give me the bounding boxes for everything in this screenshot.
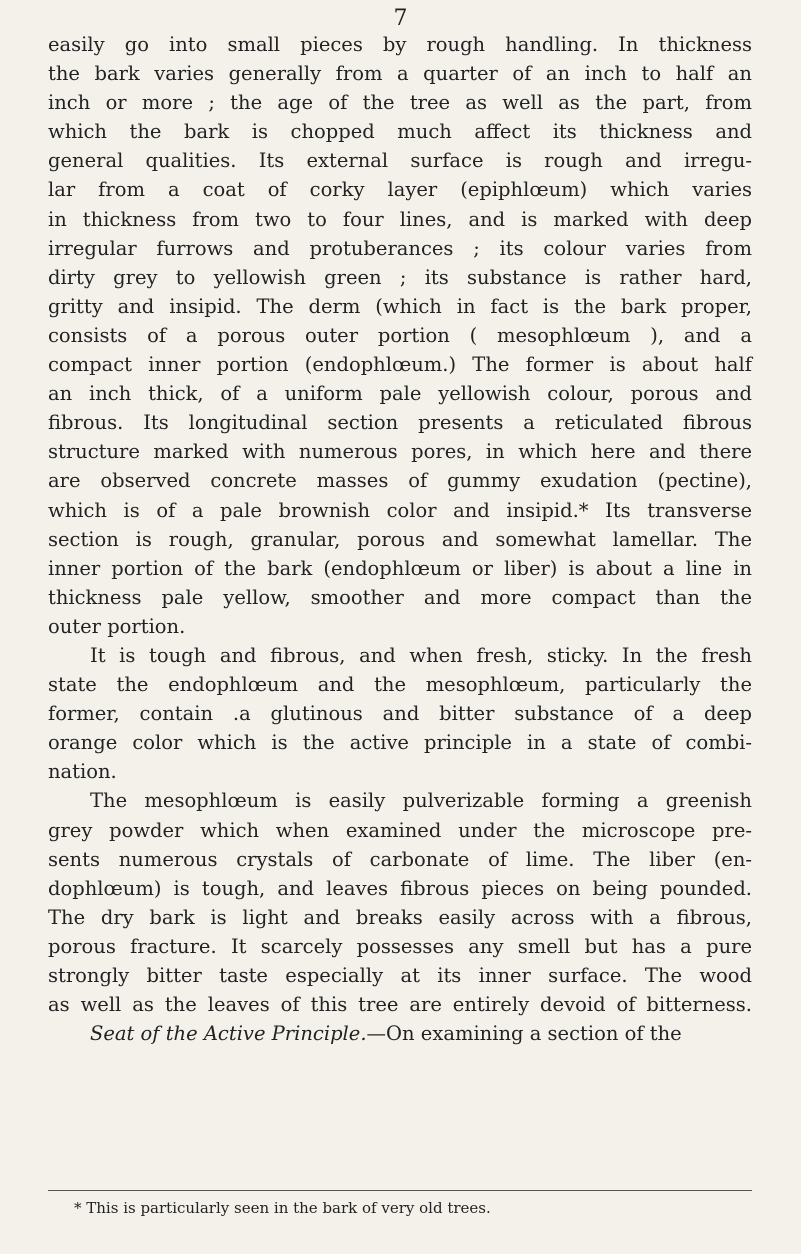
text-line: state the endophlœum and the mesophlœum, particularly the [48,673,752,697]
text-line: orange color which is the active principle in a state of combi- [48,731,752,755]
section-heading: Seat of the Active Principle. [90,1022,367,1046]
text-line: dirty grey to yellowish green ; its substance is rather hard, [48,265,752,289]
text-line: The dry bark is light and breaks easily across with a fibrous, [48,905,752,929]
text-line: sents numerous crystals of carbonate of lime. The liber (en- [48,847,752,871]
text-line: which is of a pale brownish color and insipid.* Its transverse [48,498,752,522]
footnote: * This is particularly seen in the bark of very old trees. [74,1199,491,1217]
text-line: thickness pale yellow, smoother and more compact than the [48,585,752,609]
text-line: the bark varies generally from a quarter of an inch to half an [48,62,752,86]
section-heading-continuation: —On examining a section of the [366,1022,682,1046]
text-line: gritty and insipid. The derm (which in fact is the bark proper, [48,294,752,318]
text-line: outer portion. [48,614,186,638]
body-text [48,30,752,1048]
text-line: inner portion of the bark (endophlœum or liber) is about a line in [48,556,752,580]
text-line-final [48,1019,752,1048]
text-line: compact inner portion (endophlœum.) The former is about half [48,353,752,377]
text-line: dophlœum) is tough, and leaves fibrous pieces on being pounded. [48,876,752,900]
text-line: easily go into small pieces by rough handling. In thickness [48,33,752,56]
text-line: consists of a porous outer portion ( mesophlœum ), and a [48,323,752,347]
text-line: irregular furrows and protuberances ; its colour varies from [48,236,752,260]
text-line: which the bark is chopped much affect its thickness and [48,120,752,144]
page-number: 7 [393,6,408,31]
text-line: former, contain .a glutinous and bitter substance of a deep [48,702,752,726]
text-line: as well as the leaves of this tree are entirely devoid of bitterness. [48,993,752,1017]
text-line: are observed concrete masses of gummy exudation (pectine), [48,469,752,493]
text-line: fibrous. Its longitudinal section presents a reticulated fibrous [48,411,752,435]
text-line: structure marked with numerous pores, in which here and there [48,440,752,464]
text-line: porous fracture. It scarcely possesses any smell but has a pure [48,934,752,958]
text-line: an inch thick, of a uniform pale yellowish colour, porous and [48,382,752,406]
text-line: strongly bitter taste especially at its inner surface. The wood [48,964,752,987]
text-line: It is tough and fibrous, and when fresh, sticky. In the fresh [90,643,752,667]
text-lines [48,30,752,1019]
text-line: inch or more ; the age of the tree as well as the part, from [48,91,752,115]
text-line: The mesophlœum is easily pulverizable forming a greenish [90,789,752,813]
text-line: section is rough, granular, porous and somewhat lamellar. The [48,527,752,551]
text-line: grey powder which when examined under the microscope pre- [48,818,752,842]
footnote-rule [48,1190,752,1191]
text-line: nation. [48,760,117,784]
text-line: general qualities. Its external surface is rough and irregu- [48,149,752,173]
text-line: lar from a coat of corky layer (epiphlœum) which varies [48,178,752,202]
text-line: in thickness from two to four lines, and is marked with deep [48,207,752,231]
